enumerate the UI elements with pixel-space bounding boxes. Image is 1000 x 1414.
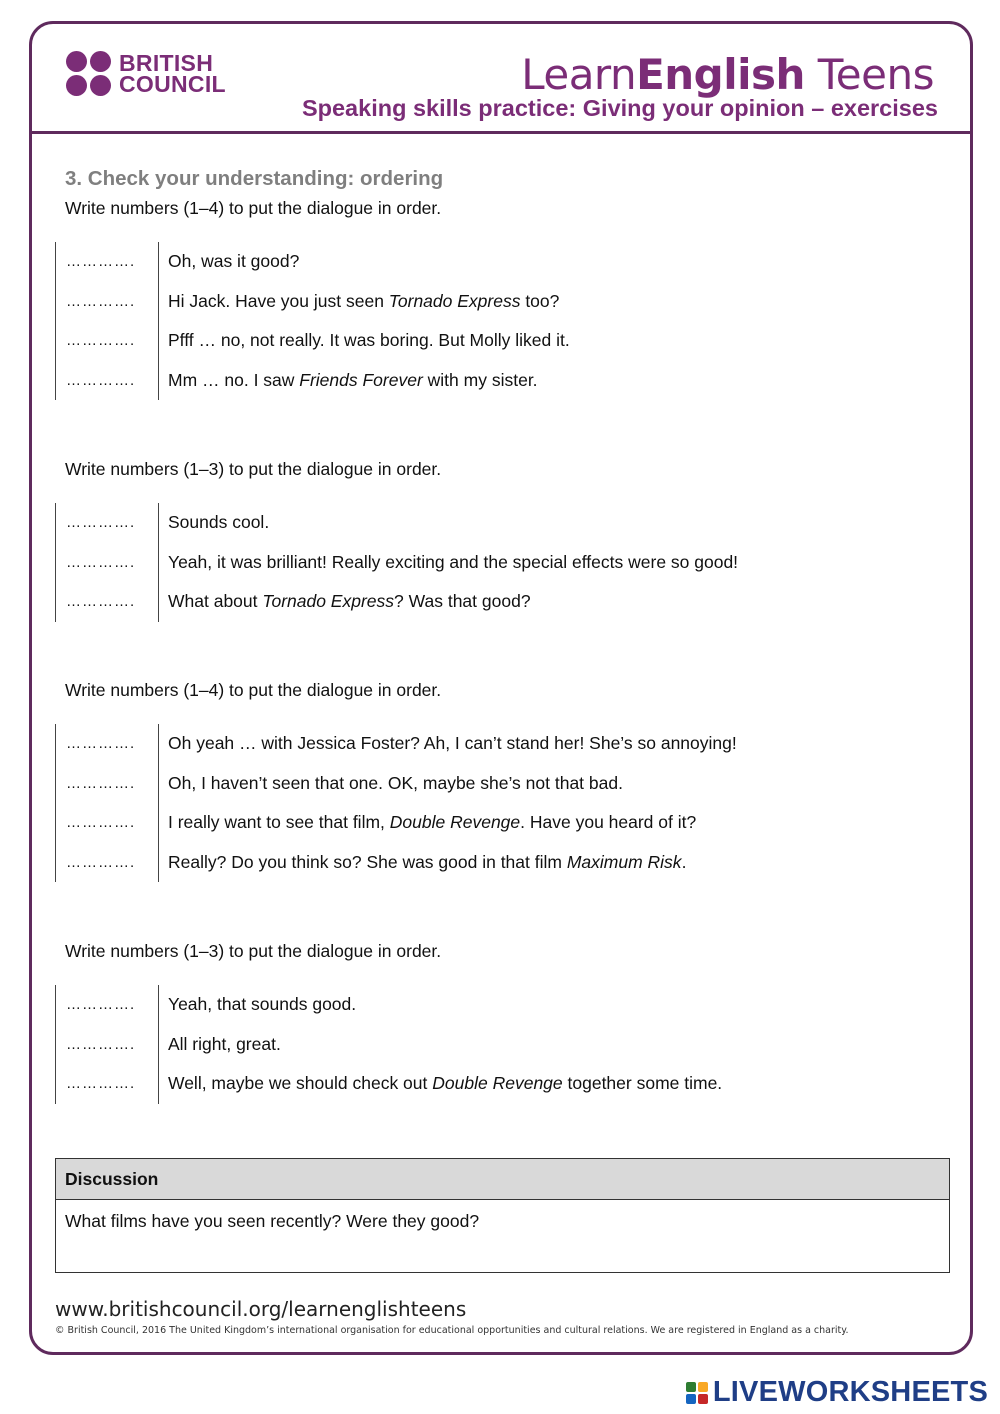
answer-blank[interactable]: ………….	[55, 582, 159, 622]
answer-blank[interactable]: ………….	[55, 803, 159, 843]
section-heading: 3. Check your understanding: ordering	[65, 167, 444, 190]
exercise-3-instruction: Write numbers (1–4) to put the dialogue in order.	[65, 680, 442, 700]
discussion-box	[55, 1158, 950, 1273]
exercise-1-instruction: Write numbers (1–4) to put the dialogue in order.	[65, 198, 442, 218]
dialogue-row	[55, 503, 945, 543]
answer-blank[interactable]: ………….	[55, 242, 159, 282]
exercise-4-dialogue	[55, 985, 945, 1104]
dialogue-line: Mm … no. I saw Friends Forever with my sister.	[168, 369, 538, 390]
logo-line-1: BRITISH	[119, 49, 214, 76]
dialogue-line: Yeah, that sounds good.	[168, 994, 357, 1015]
dialogue-row	[55, 1025, 945, 1065]
discussion-question: What films have you seen recently? Were they good?	[65, 1211, 480, 1231]
dialogue-line: Oh, was it good?	[168, 251, 300, 272]
learnenglish-teens-title: LearnEnglish Teens	[521, 50, 934, 99]
dialogue-line: Really? Do you think so? She was good in that film Maximum Risk.	[168, 851, 687, 872]
dialogue-line: Hi Jack. Have you just seen Tornado Express too?	[168, 290, 560, 311]
logo-dots-icon	[66, 51, 111, 96]
answer-blank[interactable]: ………….	[55, 282, 159, 322]
exercise-2-instruction: Write numbers (1–3) to put the dialogue in order.	[65, 459, 442, 479]
answer-blank[interactable]: ………….	[55, 543, 159, 583]
dialogue-line: Sounds cool.	[168, 512, 270, 533]
answer-blank[interactable]: ………….	[55, 503, 159, 543]
footer-copyright: © British Council, 2016 The United Kingdom’s international organisation for educational opportunities and cultural relations. We are registered in England as a charity.	[55, 1325, 849, 1336]
dialogue-row	[55, 582, 945, 622]
dialogue-row	[55, 321, 945, 361]
answer-blank[interactable]: ………….	[55, 985, 159, 1025]
header-divider	[29, 131, 973, 134]
exercise-1-dialogue	[55, 242, 945, 400]
liveworksheets-logo-icon	[686, 1382, 708, 1404]
dialogue-line: Well, maybe we should check out Double Revenge together some time.	[168, 1073, 723, 1094]
dialogue-row	[55, 543, 945, 583]
dialogue-row	[55, 724, 945, 764]
dialogue-line: I really want to see that film, Double Revenge. Have you heard of it?	[168, 812, 697, 833]
dialogue-row	[55, 361, 945, 401]
dialogue-line: Pfff … no, not really. It was boring. But Molly liked it.	[168, 330, 570, 351]
exercise-2-dialogue	[55, 503, 945, 622]
liveworksheets-text: LIVEWORKSHEETS	[712, 1376, 988, 1408]
dialogue-line: Oh yeah … with Jessica Foster? Ah, I can’t stand her! She’s so annoying!	[168, 733, 737, 754]
dialogue-row	[55, 985, 945, 1025]
dialogue-row	[55, 764, 945, 804]
discussion-heading: Discussion	[56, 1159, 949, 1200]
dialogue-row	[55, 843, 945, 883]
answer-blank[interactable]: ………….	[55, 764, 159, 804]
answer-blank[interactable]: ………….	[55, 1025, 159, 1065]
dialogue-line: Oh, I haven’t seen that one. OK, maybe she’s not that bad.	[168, 772, 623, 793]
exercise-3-dialogue	[55, 724, 945, 882]
dialogue-row	[55, 803, 945, 843]
logo-line-2: COUNCIL	[119, 70, 226, 97]
dialogue-line: Yeah, it was brilliant! Really exciting and the special effects were so good!	[168, 551, 739, 572]
liveworksheets-watermark	[686, 1376, 988, 1409]
dialogue-row	[55, 242, 945, 282]
answer-blank[interactable]: ………….	[55, 321, 159, 361]
dialogue-line: All right, great.	[168, 1033, 281, 1054]
exercise-4-instruction: Write numbers (1–3) to put the dialogue in order.	[65, 941, 442, 961]
answer-blank[interactable]: ………….	[55, 1064, 159, 1104]
answer-blank[interactable]: ………….	[55, 724, 159, 764]
answer-blank[interactable]: ………….	[55, 361, 159, 401]
dialogue-row	[55, 282, 945, 322]
dialogue-row	[55, 1064, 945, 1104]
worksheet-subtitle: Speaking skills practice: Giving your opinion – exercises	[301, 95, 938, 121]
british-council-logo	[66, 51, 226, 96]
dialogue-line: What about Tornado Express? Was that good?	[168, 591, 531, 612]
footer-url[interactable]: www.britishcouncil.org/learnenglishteens	[55, 1297, 467, 1321]
answer-blank[interactable]: ………….	[55, 843, 159, 883]
